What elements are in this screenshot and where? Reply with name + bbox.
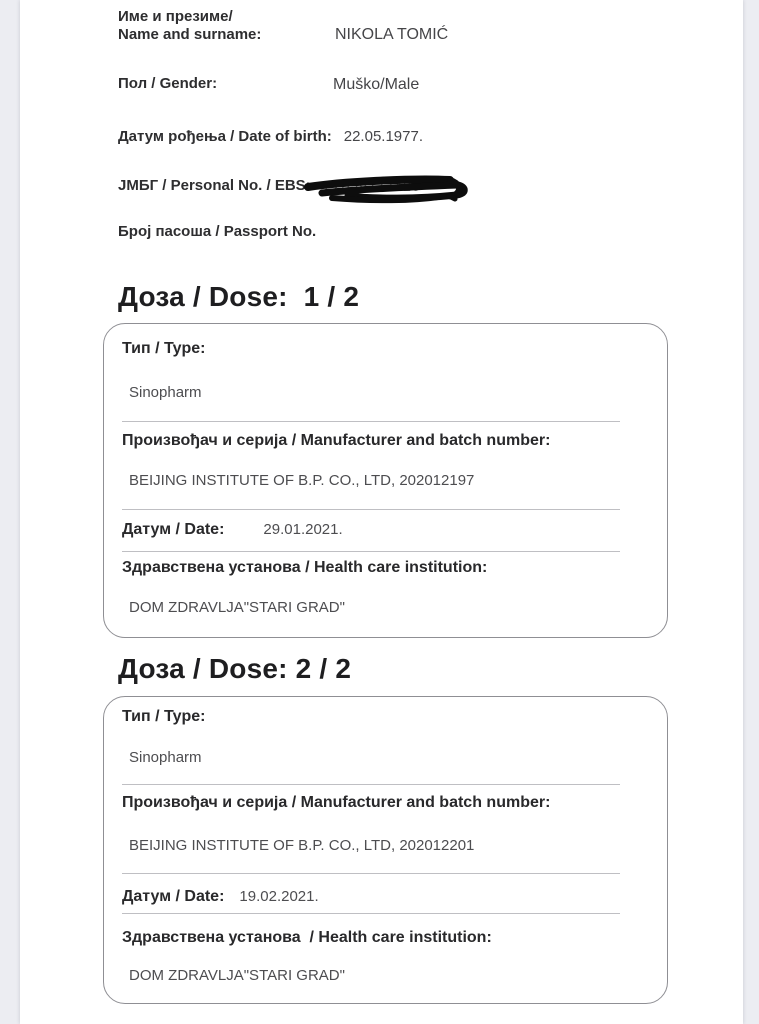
jmbg-label: ЈМБГ / Personal No. / EBS: [118,177,311,194]
dob-row [118,128,423,146]
divider [122,873,620,874]
dose-2-type-value: Sinopharm [129,749,202,766]
divider [122,913,620,914]
dose-1-type-value: Sinopharm [129,384,202,401]
gender-label: Пол / Gender: [118,75,218,92]
dose-1-heading: Доза / Dose: 1 / 2 [118,281,360,312]
redaction-scribble-icon [300,166,480,208]
dob-value: 22.05.1977. [343,128,423,145]
jmbg-redaction-scribble [300,166,480,208]
dose-1-date-row [122,520,620,540]
dose-1-institution-value: DOM ZDRAVLJA"STARI GRAD" [129,599,345,616]
divider [122,421,620,422]
dose-1-institution-label: Здравствена установа / Health care institution: [122,559,488,576]
name-value: NIKOLA TOMIĆ [335,26,449,43]
dose-1-date-value: 29.01.2021. [263,521,343,538]
dose-1-manufacturer-value: BEIJING INSTITUTE OF B.P. CO., LTD, 202012197 [129,472,475,489]
name-label-en: Name and surname: [118,26,262,43]
name-label [118,8,261,44]
dose-2-institution-value: DOM ZDRAVLJA"STARI GRAD" [129,967,345,984]
divider [122,784,620,785]
gender-value: Muško/Male [333,76,420,93]
dose-1-card [103,323,668,638]
jmbg-partial-digits: 22059777420 [324,178,421,194]
dose-2-heading: Доза / Dose: 2 / 2 [118,653,352,684]
passport-label: Број пасоша / Passport No. [118,223,317,240]
dose-2-manufacturer-label: Произвођач и серија / Manufacturer and batch number: [122,794,551,811]
dose-2-date-label: Датум / Date: [122,888,225,905]
dose-1-type-label: Тип / Type: [122,340,206,357]
divider [122,551,620,552]
dose-1-date-label: Датум / Date: [122,521,225,538]
name-label-sr: Име и презиме/ [118,8,233,25]
dose-2-card [103,696,668,1004]
dose-1-manufacturer-label: Произвођач и серија / Manufacturer and batch number: [122,432,551,449]
dose-2-type-label: Тип / Type: [122,708,206,725]
divider [122,509,620,510]
dose-2-institution-label: Здравствена установа / Health care institution: [122,929,492,946]
dose-2-date-row [122,887,620,907]
dose-2-date-value: 19.02.2021. [239,888,319,905]
dob-label: Датум рођења / Date of birth: [118,128,332,145]
dose-2-manufacturer-value: BEIJING INSTITUTE OF B.P. CO., LTD, 202012201 [129,837,475,854]
